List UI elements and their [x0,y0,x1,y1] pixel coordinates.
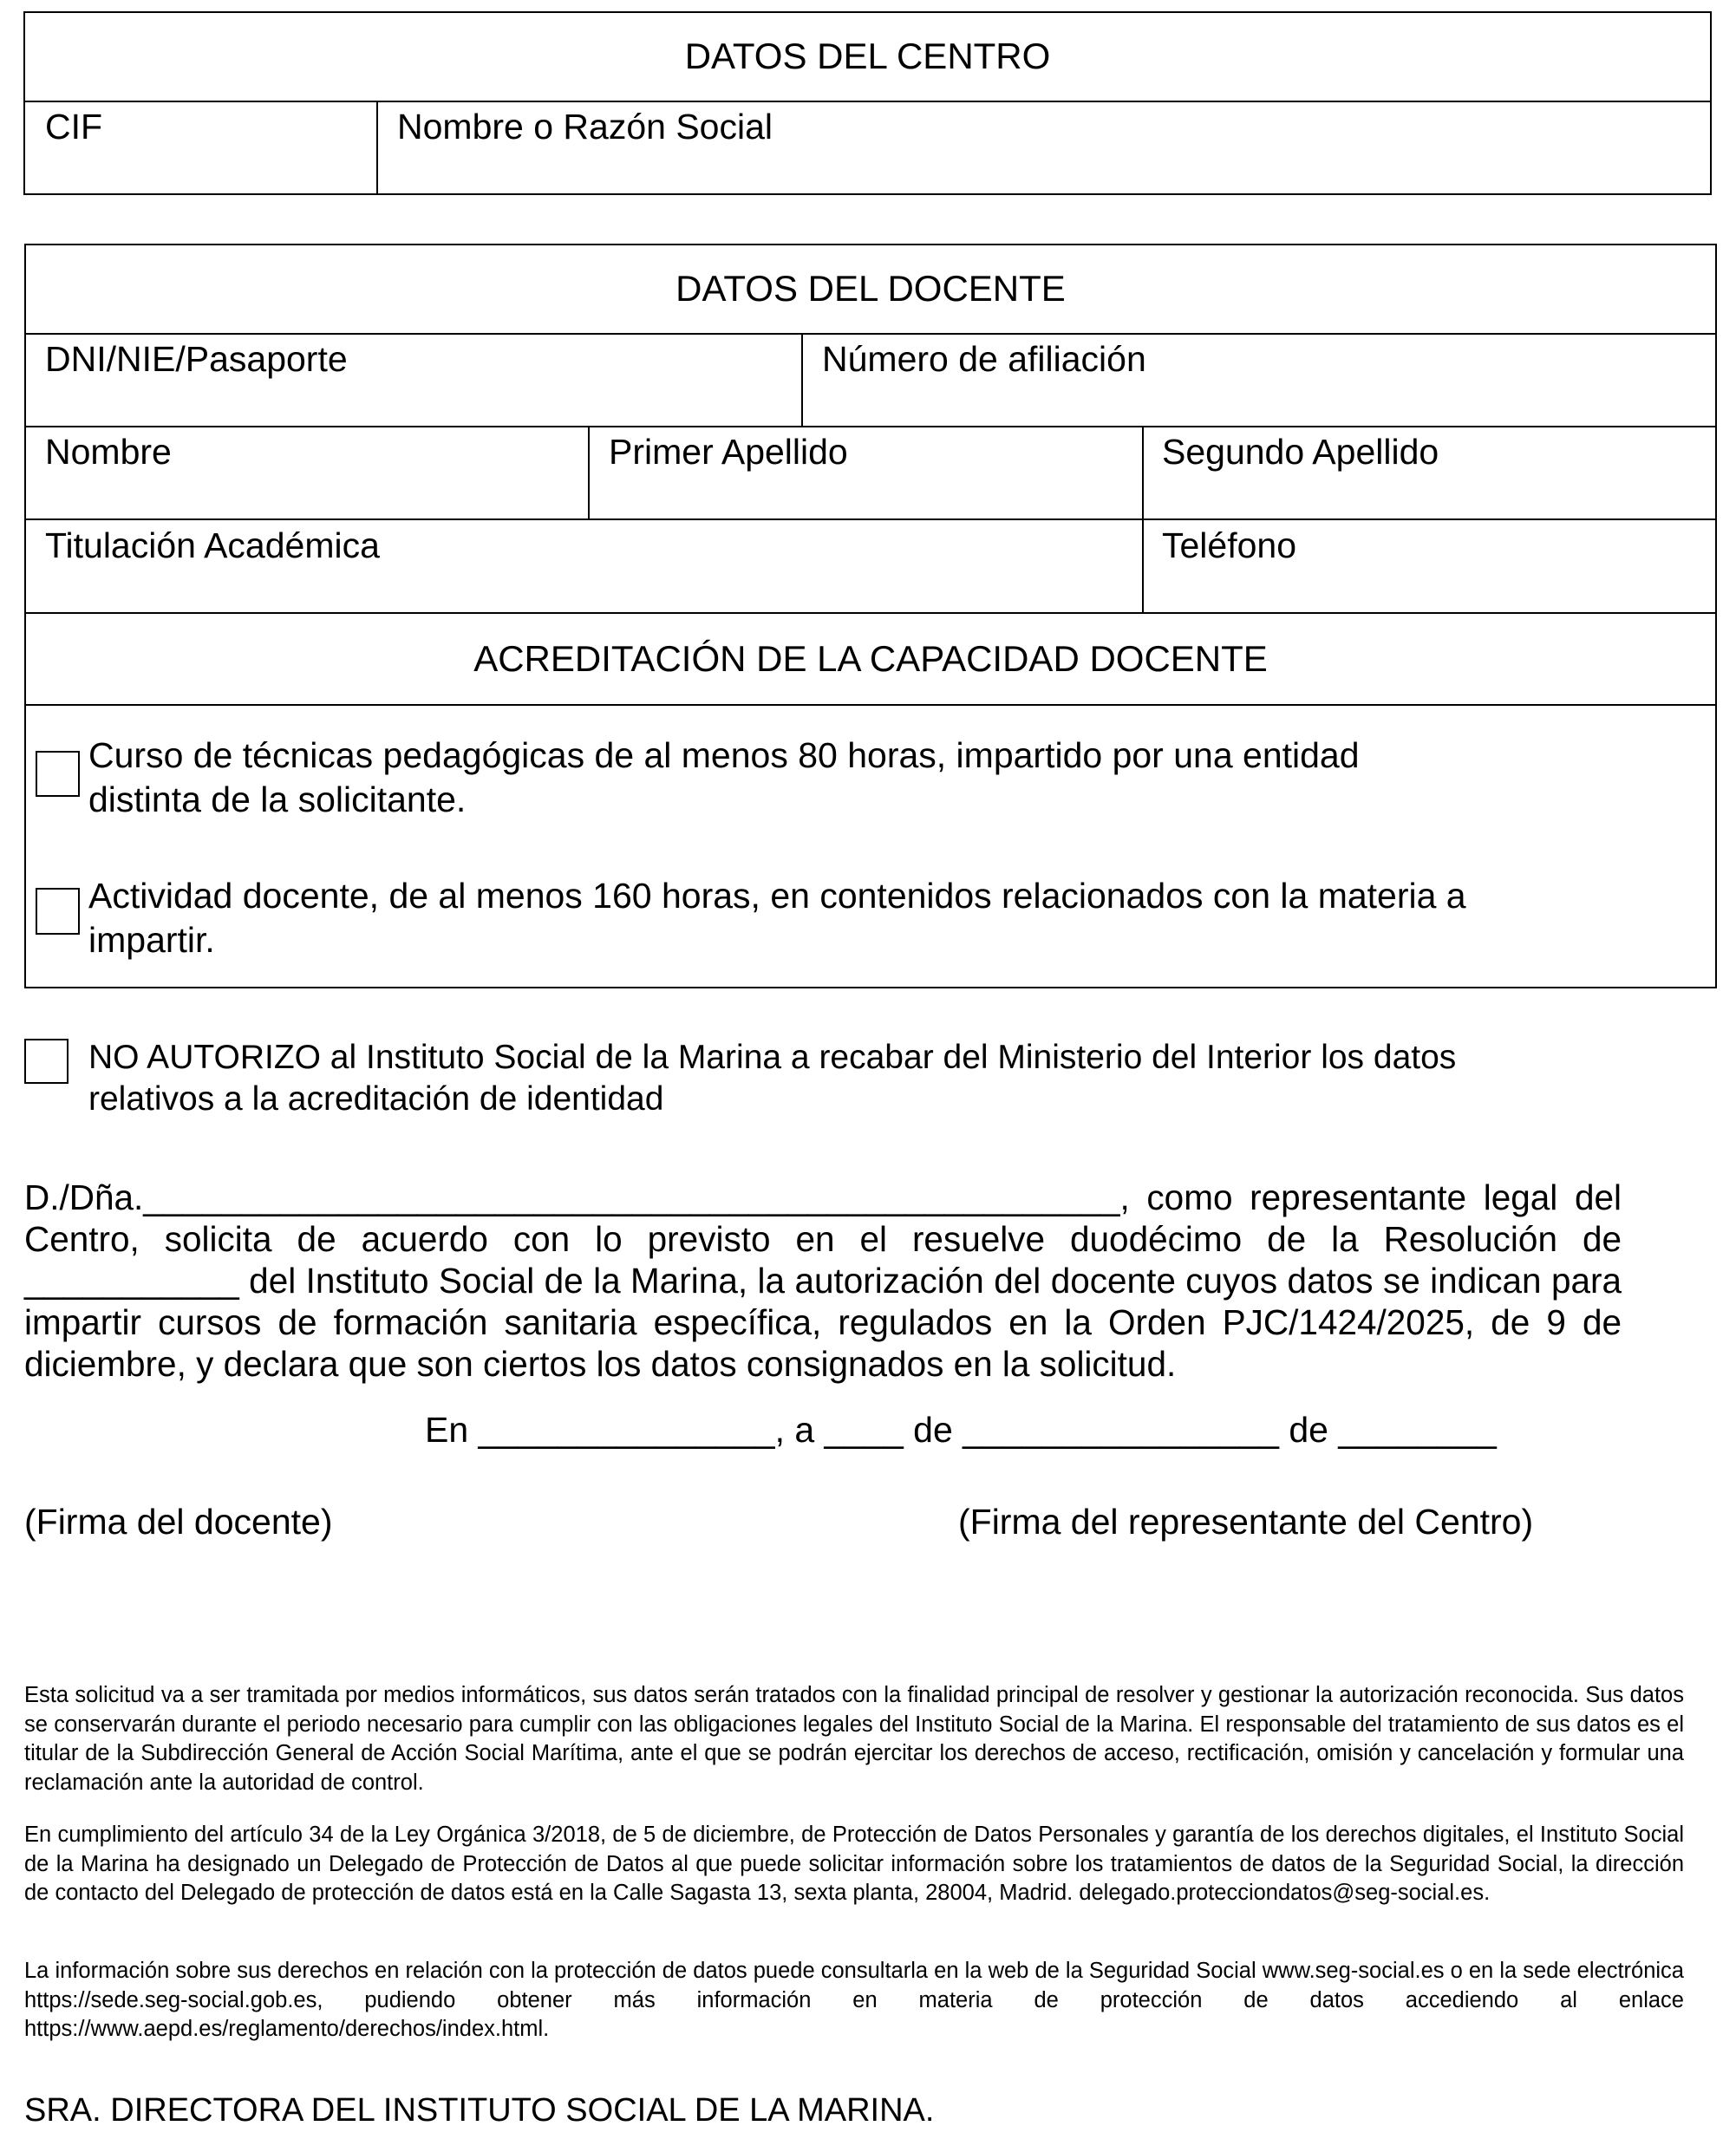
curso-line-1: Curso de técnicas pedagógicas de al menos 80 horas, impartido por una entidad [88,735,1360,775]
divider [1142,426,1144,613]
segundo-apellido-field[interactable]: Segundo Apellido [1162,432,1439,472]
divider [24,426,1717,427]
primer-apellido-field[interactable]: Primer Apellido [609,432,848,472]
privacy-paragraph-1: Esta solicitud va a ser tramitada por medios informáticos, sus datos serán tratados con la finalidad principal de resolver y gestionar la autorización reconocida. Sus datos se conservarán durante el periodo necesario para cumplir con las obligaciones legales del Instituto Social de la Marina. El responsable del tratamiento de sus datos es el titular de la Subdirección General de Acción Social Marítima, ante el que se podrán ejercitar los derechos de acceso, rectificación, omisión y cancelación y formular una reclamación ante la autoridad de control. [24,1683,1684,1795]
docente-title: DATOS DEL DOCENTE [675,268,1066,309]
divider [376,101,378,194]
declaracion-paragraph: D./Dña.__________________________________________________, como representante legal del Centro, solicita de acuerdo con lo previsto en el resuelve duodécimo de la Resolución de ___________ del Instituto Social de la Marina, la autorización del docente cuyos datos se indican para impartir cursos de formación sanitaria específica, regulados en la Orden PJC/1424/2025, de 9 de diciembre, y declara que son ciertos los datos consignados en la solicitud. [24,1177,1622,1384]
fecha-line[interactable]: En _______________, a ____ de ________________ de ________ [425,1410,1497,1450]
curso-line-2: distinta de la solicitante. [88,779,467,819]
curso-checkbox[interactable] [36,751,80,797]
titulacion-field[interactable]: Titulación Académica [45,525,380,565]
divider [24,333,1717,335]
afiliacion-field[interactable]: Número de afiliación [822,339,1146,379]
no-autorizo-checkbox[interactable] [24,1039,69,1084]
no-autorizo-line-1: NO AUTORIZO al Instituto Social de la Marina a recabar del Ministerio del Interior los datos [88,1039,1457,1076]
privacy-paragraph-3: La información sobre sus derechos en relación con la protección de datos puede consultarla en la web de la Seguridad Social www.seg-social.es o en la sede electrónica https://sede.seg-social.gob.es, pudiendo obtener más información en materia de protección de datos accediendo al enlace https://www.aepd.es/reglamento/derechos/index.html. [24,1959,1684,2041]
divider [588,426,590,519]
actividad-line-1: Actividad docente, de al menos 160 horas, en contenidos relacionados con la materia a [88,876,1466,916]
actividad-line-2: impartir. [88,920,215,960]
privacy-paragraph-2: En cumplimiento del artículo 34 de la Ley Orgánica 3/2018, de 5 de diciembre, de Protección de Datos Personales y garantía de los derechos digitales, el Instituto Social de la Marina ha designado un Delegado de Protección de Datos al que puede solicitar información sobre los tratamientos de datos de la Seguridad Social, la dirección de contacto del Delegado de protección de datos está en la Calle Sagasta 13, sexta planta, 28004, Madrid. delegado.protecciondatos@seg-social.es. [24,1823,1684,1905]
centro-title: DATOS DEL CENTRO [684,36,1051,76]
actividad-option-label [88,874,1466,962]
nombre-field[interactable]: Nombre [45,432,172,472]
destinatario: SRA. DIRECTORA DEL INSTITUTO SOCIAL DE LA MARINA. [24,2092,935,2129]
cif-field[interactable]: CIF [45,107,103,147]
divider [801,333,803,427]
telefono-field[interactable]: Teléfono [1162,525,1297,565]
divider [23,101,1712,102]
actividad-checkbox[interactable] [36,888,80,935]
dni-field[interactable]: DNI/NIE/Pasaporte [45,339,348,379]
divider [24,518,1717,520]
no-autorizo-label [88,1037,1456,1120]
razon-social-field[interactable]: Nombre o Razón Social [397,107,773,147]
firma-representante: (Firma del representante del Centro) [958,1502,1534,1542]
curso-option-label [88,734,1360,822]
no-autorizo-line-2: relativos a la acreditación de identidad [88,1080,664,1118]
acreditacion-title: ACREDITACIÓN DE LA CAPACIDAD DOCENTE [473,638,1268,679]
firma-docente: (Firma del docente) [24,1502,333,1542]
